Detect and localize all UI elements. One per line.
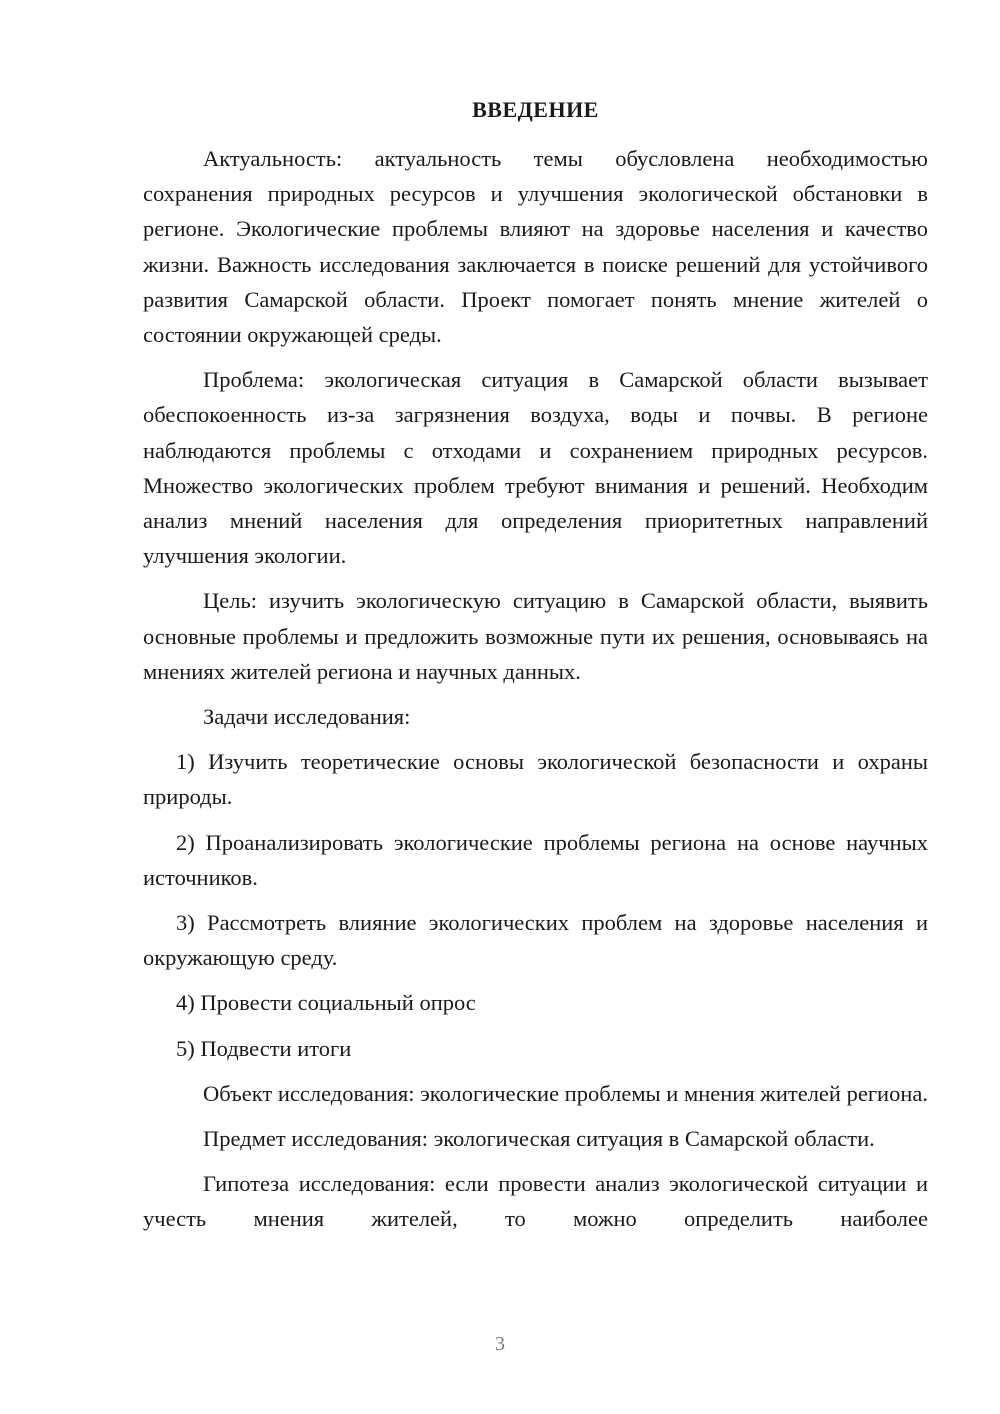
object-paragraph: Объект исследования: экологические проблемы и мнения жителей региона. bbox=[203, 1080, 928, 1106]
task-item-3: 3) Рассмотреть влияние экологических проблем на здоровье населения и окружающую среду. bbox=[143, 910, 928, 971]
relevance-paragraph: Актуальность: актуальность темы обусловлена необходимостью сохранения природных ресурсов и улучшения экологической обстановки в регионе. Экологические проблемы влияют на здоровье населения и качество жизни. Важность исследования заключается в поиске решений для устойчивого развития Самарской области. Проект помогает понять мнение жителей о состоянии окружающей среды. bbox=[143, 146, 928, 348]
tasks-heading: Задачи исследования: bbox=[203, 704, 411, 730]
problem-paragraph: Проблема: экологическая ситуация в Самарской области вызывает обеспокоенность из-за загрязнения воздуха, воды и почвы. В регионе наблюдаются проблемы с отходами и сохранением природных ресурсов. Множество экологических проблем требуют внимания и решений. Необходим анализ мнений населения для определения приоритетных направлений улучшения экологии. bbox=[143, 367, 928, 569]
task-item-4: 4) Провести социальный опрос bbox=[176, 990, 476, 1016]
goal-paragraph: Цель: изучить экологическую ситуацию в Самарской области, выявить основные проблемы и предложить возможные пути их решения, основываясь на мнениях жителей региона и научных данных. bbox=[143, 588, 928, 684]
task-item-5: 5) Подвести итоги bbox=[176, 1035, 352, 1061]
page-number: 3 bbox=[495, 1333, 505, 1355]
hypothesis-paragraph: Гипотеза исследования: если провести анализ экологической ситуации и учесть мнения жителей, то можно определить наиболее bbox=[143, 1171, 928, 1232]
body-text bbox=[143, 141, 928, 1247]
section-title: ВВЕДЕНИЕ bbox=[472, 97, 599, 122]
subject-paragraph: Предмет исследования: экологическая ситуация в Самарской области. bbox=[203, 1126, 875, 1152]
task-item-2: 2) Проанализировать экологические проблемы региона на основе научных источников. bbox=[143, 829, 928, 890]
task-item-1: 1) Изучить теоретические основы экологической безопасности и охраны природы. bbox=[143, 749, 928, 810]
